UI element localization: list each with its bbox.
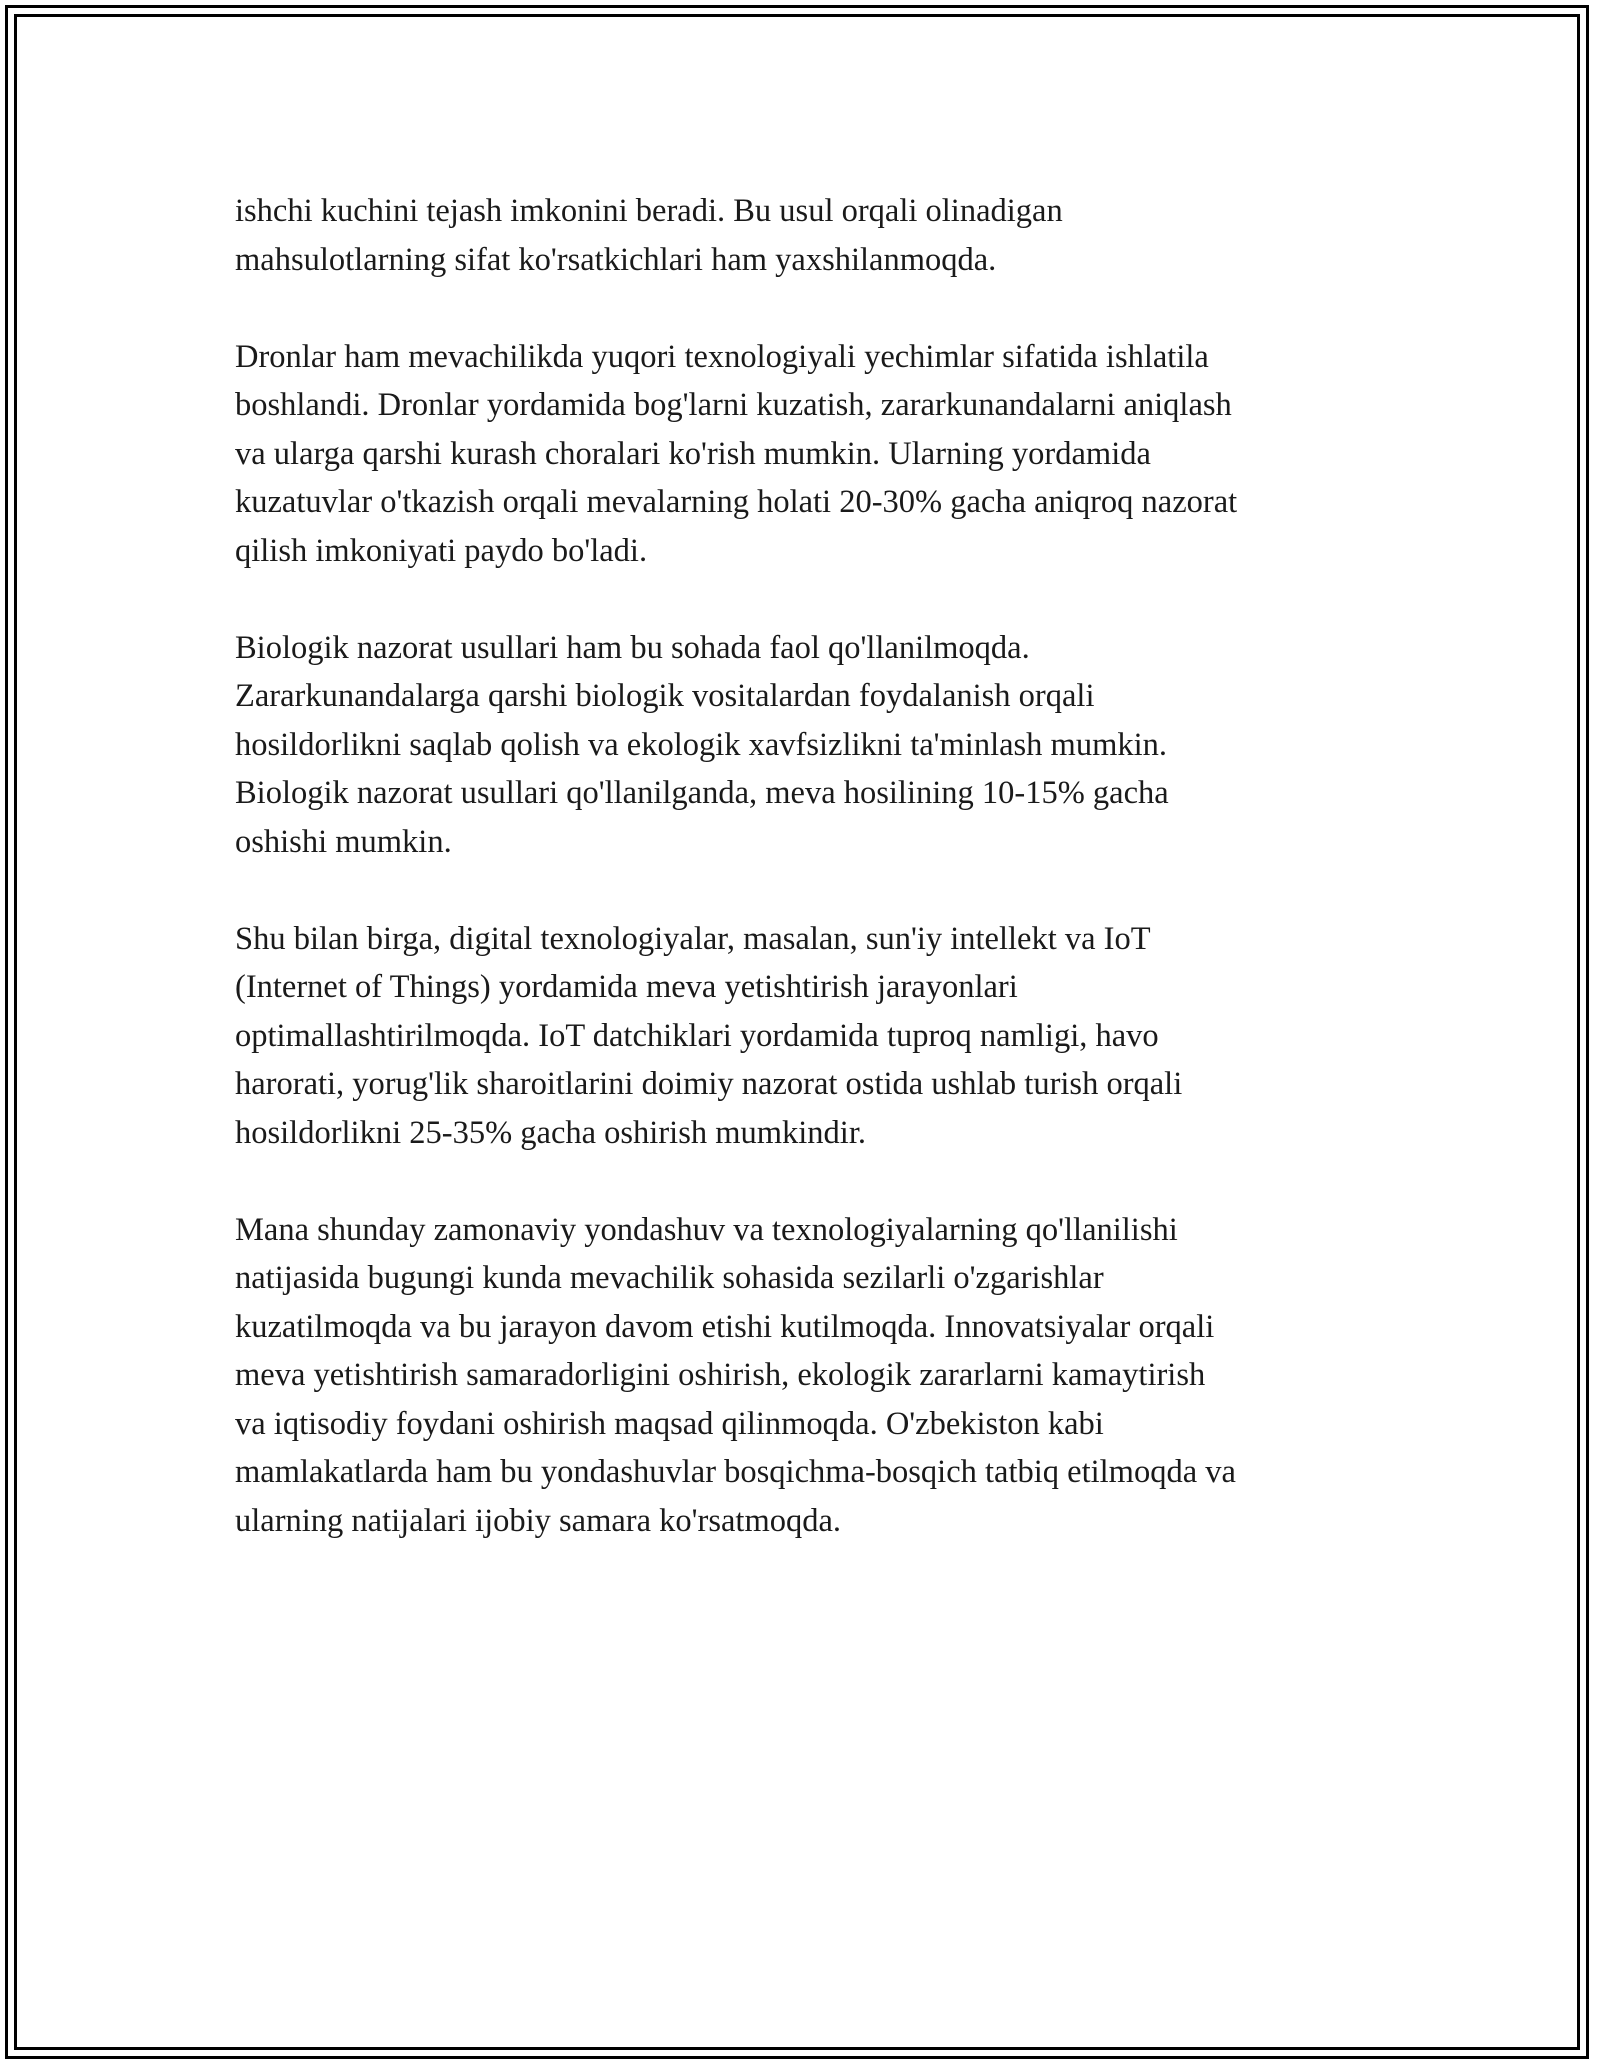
paragraph-3: Biologik nazorat usullari ham bu sohada faol qo'llanilmoqda. Zararkunandalarga qarshi biologik vositalardan foydalanish orqali hosildorlikni saqlab qolish va ekologik xavfsizlikni ta'minlash mumkin. Biologik nazorat usullari qo'llanilganda, meva hosilining 10-15% gacha oshishi mumkin. bbox=[235, 629, 1169, 860]
paragraph-4: Shu bilan birga, digital texnologiyalar, masalan, sun'iy intellekt va IoT (Internet of Things) yordamida meva yetishtirish jarayonlari optimallashtirilmoqda. IoT datchiklari yordamida tuproq namligi, havo harorati, yorug'lik sharoitlarini doimiy nazorat ostida ushlab turish orqali hosildorlikni 25-35% gacha oshirish mumkindir. bbox=[235, 920, 1183, 1151]
document-body bbox=[235, 187, 1385, 1545]
paragraph-5: Mana shunday zamonaviy yondashuv va texnologiyalarning qo'llanilishi natijasida bugungi kunda mevachilik sohasida sezilarli o'zgarishlar kuzatilmoqda va bu jarayon davom etishi kutilmoqda. Innovatsiyalar orqali meva yetishtirish samaradorligini oshirish, ekologik zararlarni kamaytirish va iqtisodiy foydani oshirish maqsad qilinmoqda. O'zbekiston kabi mamlakatlarda ham bu yondashuvlar bosqichma-bosqich tatbiq etilmoqda va ularning natijalari ijobiy samara ko'rsatmoqda. bbox=[235, 1211, 1236, 1539]
paragraph-1: ishchi kuchini tejash imkonini beradi. Bu usul orqali olinadigan mahsulotlarning sifat ko'rsatkichlari ham yaxshilanmoqda. bbox=[235, 193, 1063, 278]
paragraph-2: Dronlar ham mevachilikda yuqori texnologiyali yechimlar sifatida ishlatila boshlandi. Dronlar yordamida bog'larni kuzatish, zararkunandalarni aniqlash va ularga qarshi kurash choralari ko'rish mumkin. Ularning yordamida kuzatuvlar o'tkazish orqali mevalarning holati 20-30% gacha aniqroq nazorat qilish imkoniyati paydo bo'ladi. bbox=[235, 338, 1238, 569]
